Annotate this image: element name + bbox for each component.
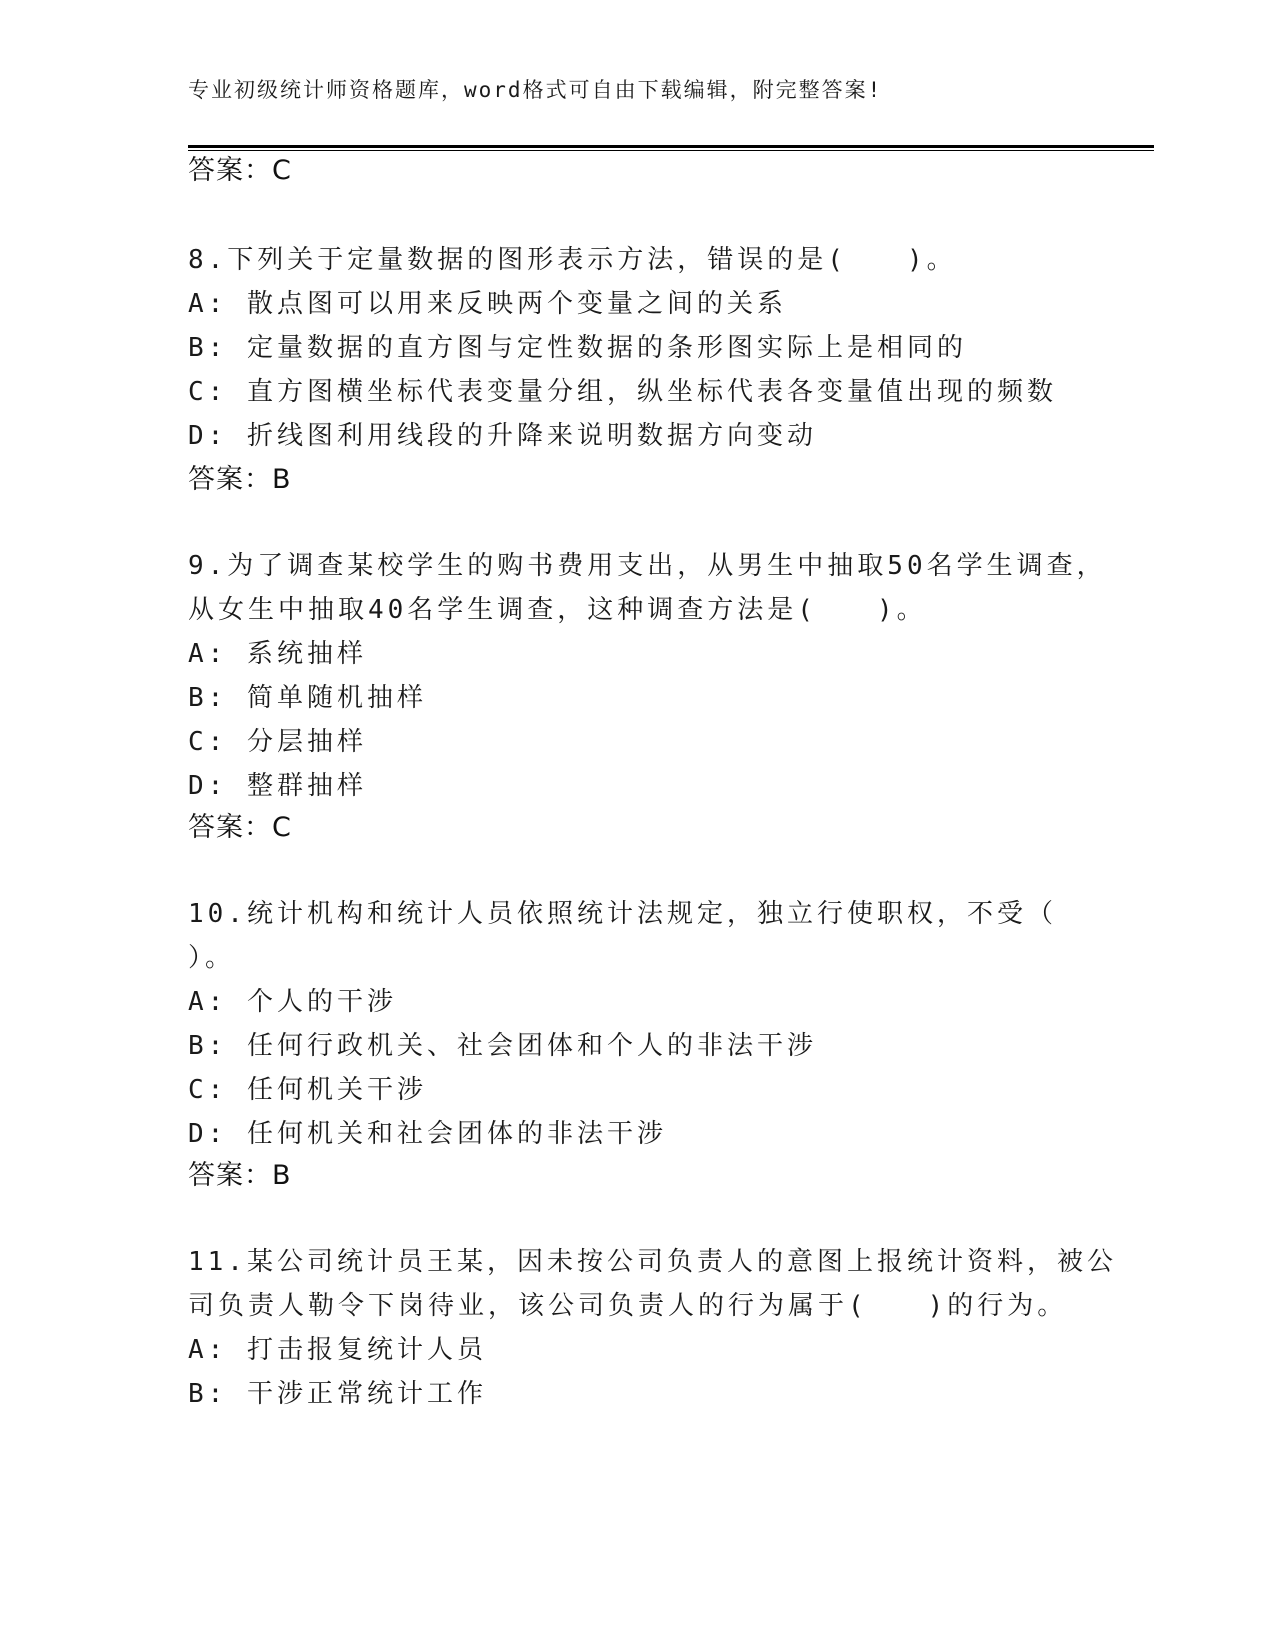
option-a: A: 打击报复统计人员: [188, 1335, 487, 1365]
question-stem: ）。: [188, 943, 236, 973]
question-stem: 司负责人勒令下岗待业，该公司负责人的行为属于( )的行为。: [188, 1291, 1068, 1321]
page-header: 专业初级统计师资格题库，word格式可自由下载编辑，附完整答案!: [188, 78, 883, 102]
question-stem: 从女生中抽取40名学生调查，这种调查方法是( )。: [188, 595, 927, 625]
question-stem: 11.某公司统计员王某，因未按公司负责人的意图上报统计资料，被公: [188, 1247, 1117, 1277]
header-rule-thin: [188, 150, 1154, 151]
option-b: B: 简单随机抽样: [188, 683, 427, 713]
option-c: C: 分层抽样: [188, 727, 367, 757]
option-b: B: 任何行政机关、社会团体和个人的非法干涉: [188, 1031, 817, 1061]
answer: 答案：B: [188, 1160, 292, 1191]
option-a: A: 系统抽样: [188, 639, 367, 669]
option-c: C: 直方图横坐标代表变量分组，纵坐标代表各变量值出现的频数: [188, 377, 1057, 407]
answer: 答案：B: [188, 464, 292, 495]
question-stem: 9.为了调查某校学生的购书费用支出，从男生中抽取50名学生调查，: [188, 551, 1107, 581]
option-d: D: 折线图利用线段的升降来说明数据方向变动: [188, 421, 817, 451]
option-b: B: 干涉正常统计工作: [188, 1379, 487, 1409]
option-b: B: 定量数据的直方图与定性数据的条形图实际上是相同的: [188, 333, 967, 363]
header-rule-thick: [188, 145, 1154, 148]
question-stem: 10.统计机构和统计人员依照统计法规定，独立行使职权，不受（: [188, 899, 1057, 929]
option-a: A: 散点图可以用来反映两个变量之间的关系: [188, 289, 787, 319]
option-d: D: 整群抽样: [188, 771, 367, 801]
option-a: A: 个人的干涉: [188, 987, 397, 1017]
previous-answer: 答案：C: [188, 155, 292, 186]
question-stem: 8.下列关于定量数据的图形表示方法，错误的是( )。: [188, 245, 957, 275]
option-d: D: 任何机关和社会团体的非法干涉: [188, 1119, 667, 1149]
answer: 答案：C: [188, 812, 292, 843]
option-c: C: 任何机关干涉: [188, 1075, 427, 1105]
